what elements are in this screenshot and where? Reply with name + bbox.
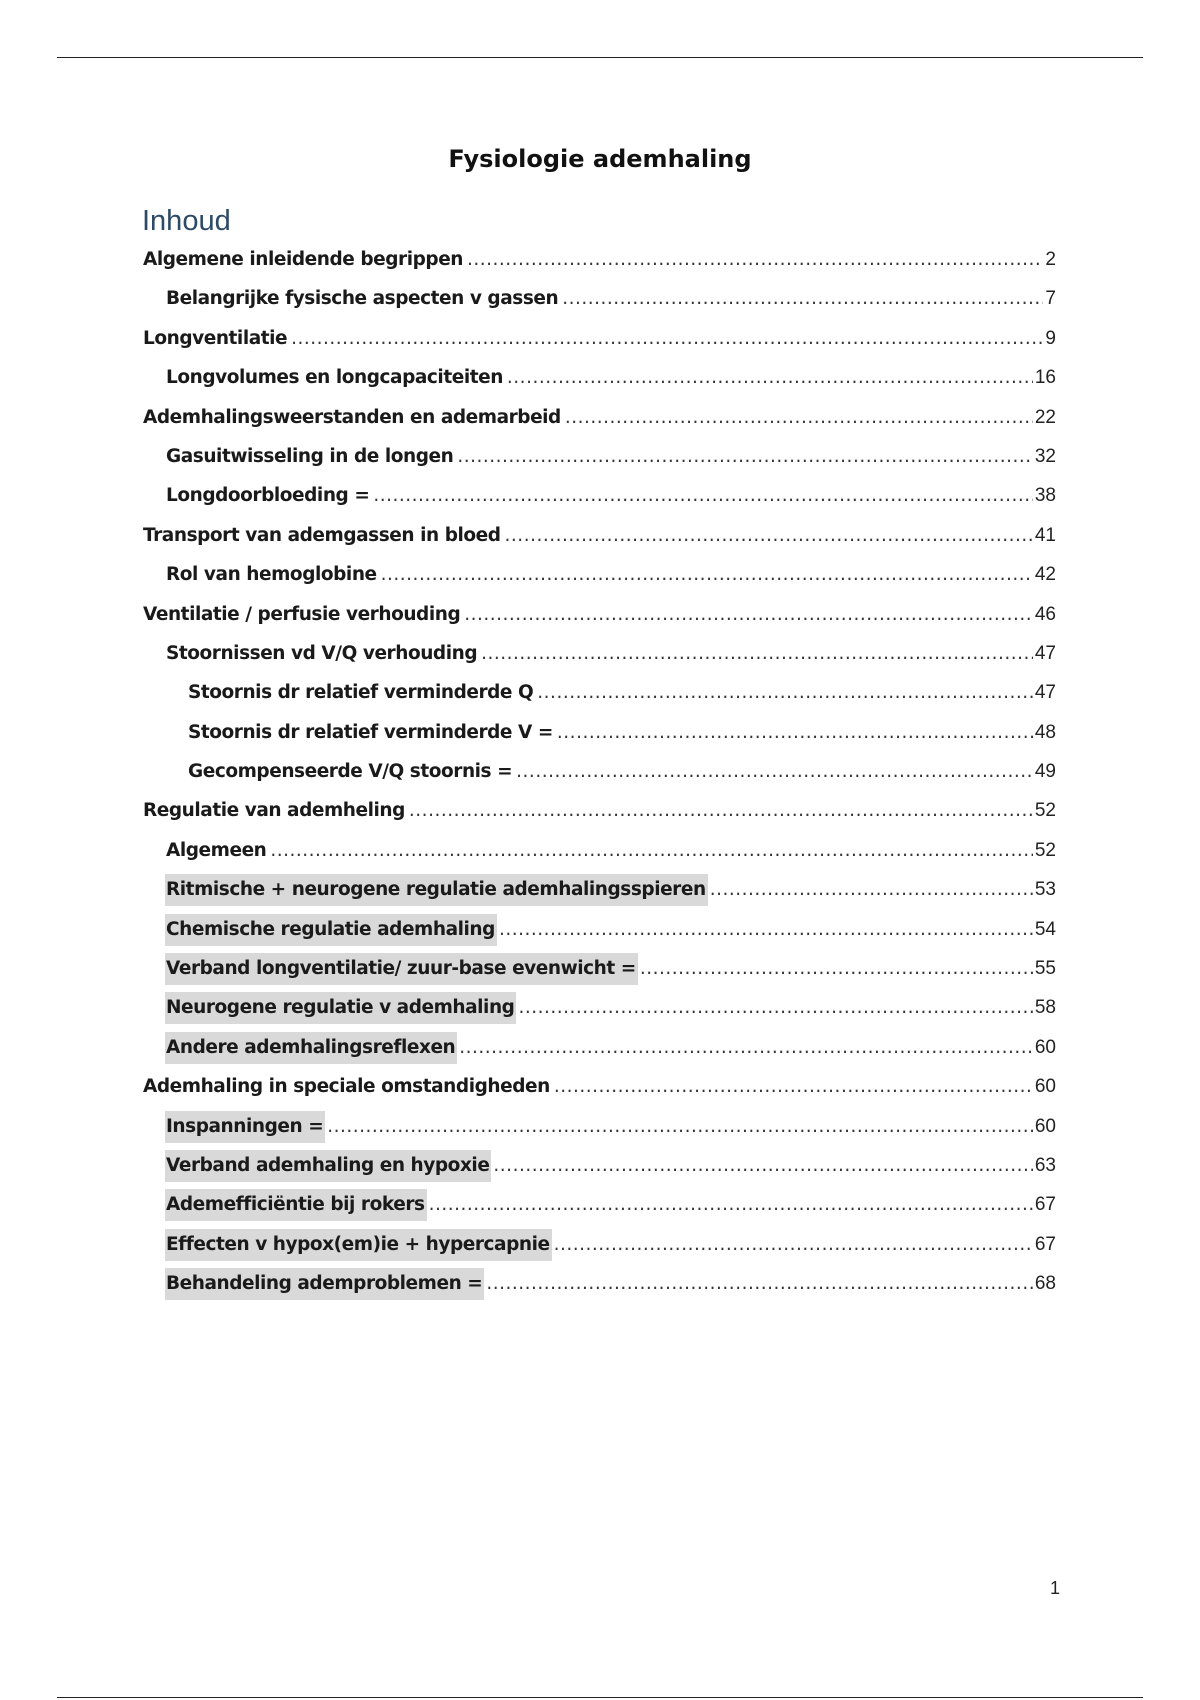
toc-dot-leader bbox=[270, 835, 1032, 867]
toc-dot-leader bbox=[537, 677, 1033, 709]
toc-dot-leader bbox=[507, 362, 1033, 394]
toc-entry[interactable] bbox=[142, 638, 1056, 677]
toc-entry-page: 55 bbox=[1034, 958, 1056, 980]
toc-entry-label: Gasuitwisseling in de longen bbox=[166, 445, 454, 467]
toc-dot-leader bbox=[486, 1268, 1033, 1300]
toc-entry-label: Ademefficiëntie bij rokers bbox=[165, 1189, 427, 1221]
toc-entry-page: 7 bbox=[1045, 288, 1056, 310]
toc-entry[interactable] bbox=[142, 599, 1056, 638]
toc-entry-page: 47 bbox=[1034, 682, 1056, 704]
toc-dot-leader bbox=[409, 795, 1033, 827]
toc-entry[interactable] bbox=[142, 362, 1056, 401]
toc-dot-leader bbox=[464, 599, 1033, 631]
toc-entry-page: 46 bbox=[1034, 603, 1056, 625]
toc-entry[interactable] bbox=[142, 1229, 1056, 1268]
toc-entry-page: 16 bbox=[1034, 367, 1056, 389]
toc-entry-label: Regulatie van ademheling bbox=[143, 800, 405, 822]
toc-entry-label: Ventilatie / perfusie verhouding bbox=[143, 603, 461, 625]
toc-dot-leader bbox=[373, 480, 1032, 512]
toc-entry-page: 47 bbox=[1034, 642, 1056, 664]
toc-entry-label: Algemeen bbox=[166, 839, 267, 861]
toc-entry[interactable] bbox=[142, 1111, 1056, 1150]
toc-entry-page: 52 bbox=[1034, 800, 1056, 822]
toc-dot-leader bbox=[640, 953, 1033, 985]
toc-entry-label: Verband ademhaling en hypoxie bbox=[165, 1150, 491, 1182]
toc-entry[interactable] bbox=[142, 677, 1056, 716]
toc-dot-leader bbox=[499, 914, 1033, 946]
toc-entry-label: Ademhaling in speciale omstandigheden bbox=[143, 1076, 550, 1098]
toc-dot-leader bbox=[505, 520, 1033, 552]
toc-entry[interactable] bbox=[142, 874, 1056, 913]
toc-dot-leader bbox=[327, 1111, 1033, 1143]
toc-entry[interactable] bbox=[142, 323, 1056, 362]
toc-entry[interactable] bbox=[142, 1268, 1056, 1307]
toc-entry-label: Stoornissen vd V/Q verhouding bbox=[166, 642, 478, 664]
toc-entry-page: 67 bbox=[1034, 1194, 1056, 1216]
toc-dot-leader bbox=[516, 756, 1033, 788]
toc-entry-label: Belangrijke fysische aspecten v gassen bbox=[166, 288, 559, 310]
toc-dot-leader bbox=[291, 323, 1043, 355]
toc-entry[interactable] bbox=[142, 914, 1056, 953]
toc-entry-label: Stoornis dr relatief verminderde V = bbox=[188, 721, 553, 743]
toc-entry-page: 68 bbox=[1034, 1273, 1056, 1295]
toc-entry-label: Stoornis dr relatief verminderde Q bbox=[188, 682, 534, 704]
toc-entry-page: 53 bbox=[1034, 879, 1056, 901]
toc-entry[interactable] bbox=[142, 1189, 1056, 1228]
toc-entry[interactable] bbox=[142, 441, 1056, 480]
footer-rule bbox=[57, 1697, 1143, 1698]
toc-entry[interactable] bbox=[142, 520, 1056, 559]
toc-entry-page: 2 bbox=[1045, 249, 1056, 270]
toc-entry[interactable] bbox=[142, 402, 1056, 441]
toc-dot-leader bbox=[518, 992, 1032, 1024]
toc-entry-page: 48 bbox=[1034, 721, 1056, 743]
toc-dot-leader bbox=[467, 244, 1043, 276]
toc-entry-page: 60 bbox=[1034, 1076, 1056, 1098]
toc-entry-page: 60 bbox=[1034, 1115, 1056, 1137]
toc-entry-page: 32 bbox=[1034, 445, 1056, 467]
toc-entry-page: 42 bbox=[1034, 564, 1056, 586]
toc-entry[interactable] bbox=[142, 992, 1056, 1031]
toc-dot-leader bbox=[710, 874, 1033, 906]
toc-entry-page: 38 bbox=[1034, 485, 1056, 507]
toc-entry-label: Rol van hemoglobine bbox=[166, 564, 377, 586]
toc-entry-label: Inspanningen = bbox=[165, 1111, 325, 1143]
toc-dot-leader bbox=[493, 1150, 1032, 1182]
toc-entry-page: 52 bbox=[1034, 839, 1056, 861]
toc-entry-page: 60 bbox=[1034, 1036, 1056, 1058]
toc-entry-page: 22 bbox=[1034, 406, 1056, 428]
toc-entry-page: 54 bbox=[1034, 918, 1056, 940]
toc-dot-leader bbox=[481, 638, 1033, 670]
toc-entry-page: 58 bbox=[1034, 997, 1056, 1019]
toc-entry[interactable] bbox=[142, 1071, 1056, 1110]
toc-entry-page: 63 bbox=[1034, 1154, 1056, 1176]
page-number: 1 bbox=[1049, 1578, 1060, 1598]
toc-dot-leader bbox=[565, 402, 1033, 434]
toc-entry[interactable] bbox=[142, 756, 1056, 795]
toc-entry-label: Verband longventilatie/ zuur-base evenwicht = bbox=[165, 953, 638, 985]
toc-entry-label: Gecompenseerde V/Q stoornis = bbox=[188, 761, 513, 783]
toc-entry[interactable] bbox=[142, 283, 1056, 322]
header-rule bbox=[57, 57, 1143, 58]
toc-entry-label: Longvolumes en longcapaciteiten bbox=[166, 367, 503, 389]
toc-entry[interactable] bbox=[142, 795, 1056, 834]
toc-dot-leader bbox=[557, 717, 1033, 749]
toc-entry-page: 67 bbox=[1034, 1233, 1056, 1255]
toc-heading: Inhoud bbox=[142, 205, 231, 237]
toc-entry-label: Andere ademhalingsreflexen bbox=[165, 1032, 457, 1064]
toc-dot-leader bbox=[459, 1032, 1033, 1064]
toc-entry-label: Longventilatie bbox=[143, 327, 288, 349]
toc-dot-leader bbox=[554, 1229, 1033, 1261]
toc-entry-label: Neurogene regulatie v ademhaling bbox=[165, 992, 516, 1024]
toc-entry-label: Chemische regulatie ademhaling bbox=[165, 914, 497, 946]
toc-entry-page: 49 bbox=[1034, 761, 1056, 783]
toc-entry[interactable] bbox=[142, 480, 1056, 519]
toc-entry-label: Ritmische + neurogene regulatie ademhalingsspieren bbox=[165, 874, 708, 906]
document-title: Fysiologie ademhaling bbox=[448, 145, 752, 173]
toc-dot-leader bbox=[429, 1189, 1033, 1221]
toc-entry[interactable] bbox=[142, 953, 1056, 992]
toc-dot-leader bbox=[562, 283, 1043, 315]
toc-entry-label: Effecten v hypox(em)ie + hypercapnie bbox=[165, 1229, 552, 1261]
toc-entry[interactable] bbox=[142, 717, 1056, 756]
toc-entry-label: Behandeling ademproblemen = bbox=[165, 1268, 484, 1300]
toc-dot-leader bbox=[381, 559, 1033, 591]
toc-entry[interactable] bbox=[142, 559, 1056, 598]
toc-entry[interactable] bbox=[142, 1032, 1056, 1071]
toc-dot-leader bbox=[554, 1071, 1033, 1103]
toc-entry-page: 9 bbox=[1045, 327, 1056, 349]
toc-entry-label: Ademhalingsweerstanden en ademarbeid bbox=[143, 406, 561, 428]
toc-entry-label: Transport van ademgassen in bloed bbox=[143, 524, 501, 546]
toc-entry-label: Algemene inleidende begrippen bbox=[143, 249, 464, 270]
toc-entry-label: Longdoorbloeding = bbox=[166, 485, 370, 507]
toc-entry-page: 41 bbox=[1034, 524, 1056, 546]
toc-entry[interactable] bbox=[142, 835, 1056, 874]
toc-entry[interactable] bbox=[142, 244, 1056, 283]
toc-dot-leader bbox=[457, 441, 1033, 473]
table-of-contents bbox=[142, 244, 1056, 1308]
toc-entry[interactable] bbox=[142, 1150, 1056, 1189]
